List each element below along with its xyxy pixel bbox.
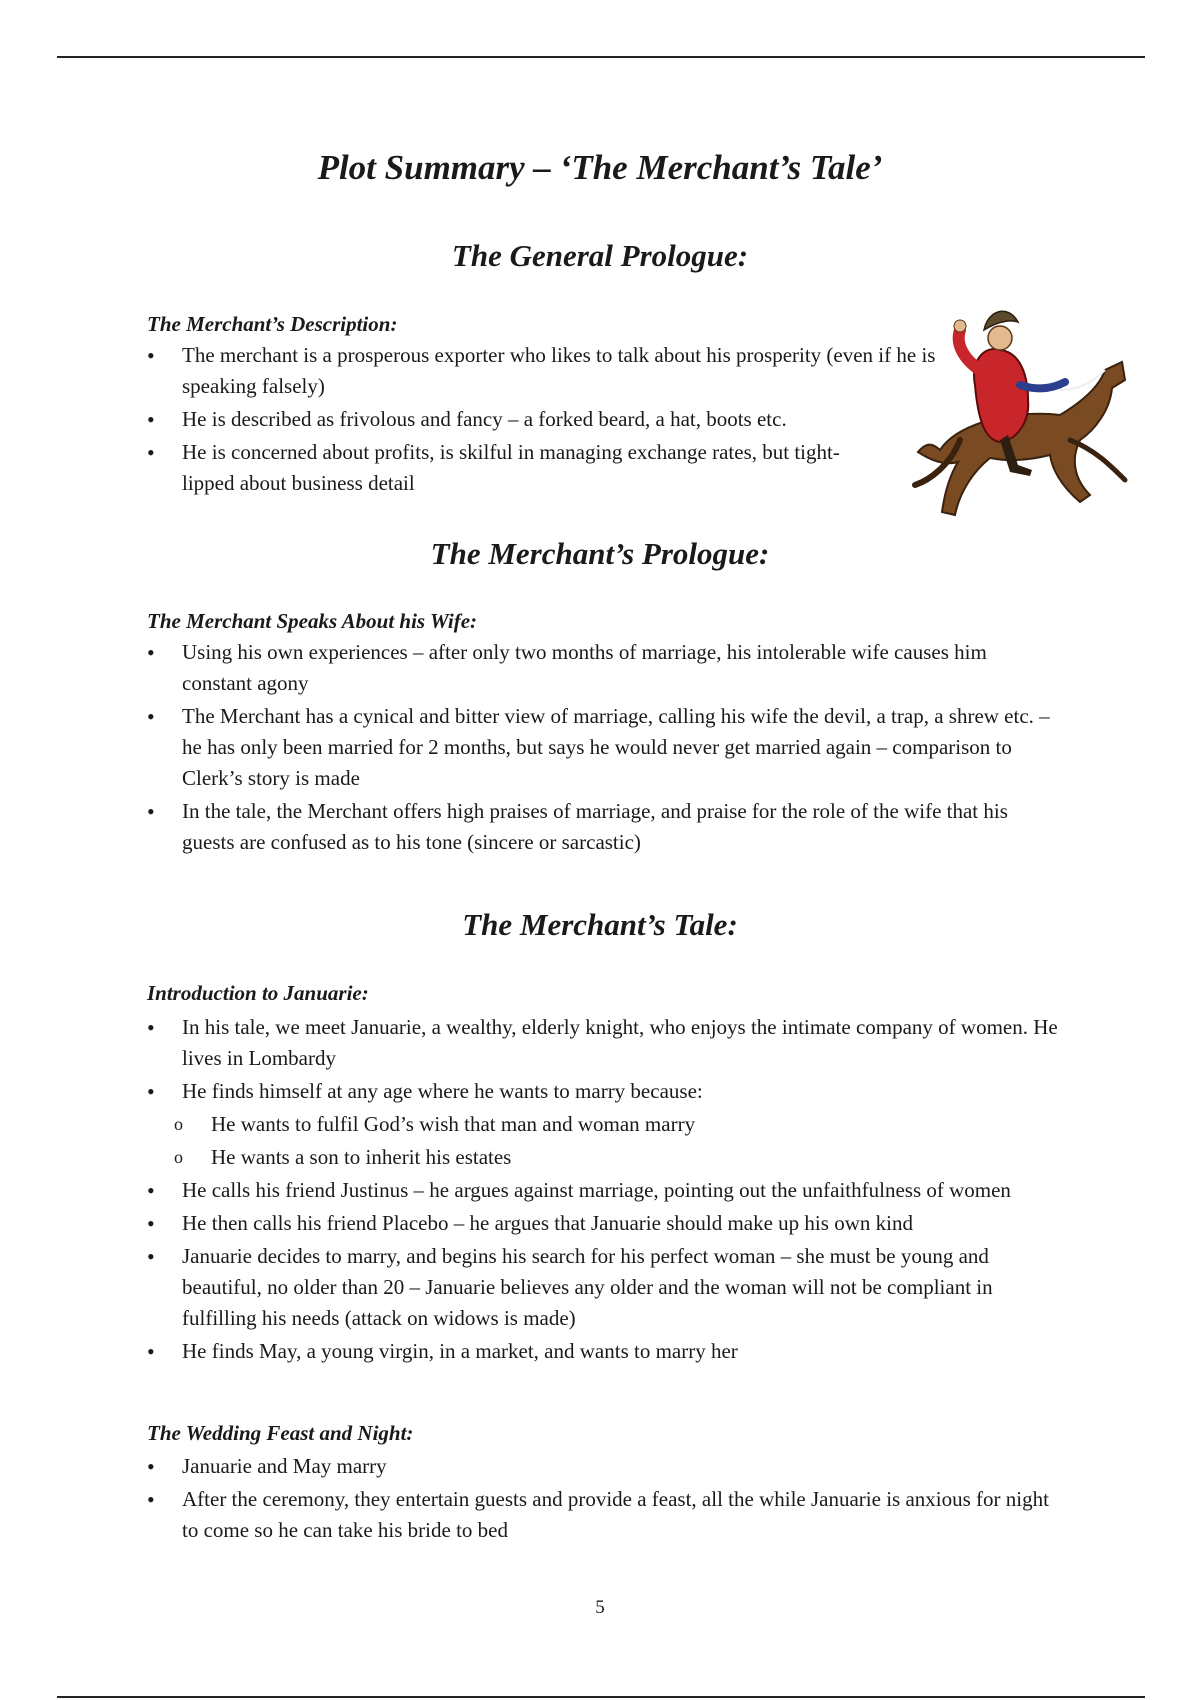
section-title-merchants-tale: The Merchant’s Tale: <box>462 907 738 942</box>
subheading-wedding-feast: The Wedding Feast and Night: <box>147 1421 414 1445</box>
list-item: • He is concerned about profits, is skilful in managing exchange rates, but tight-lipped about business detail <box>147 437 882 499</box>
merchant-description-list <box>147 340 957 501</box>
list-item: • Januarie decides to marry, and begins his search for his perfect woman – she must be young and beautiful, no older than 20 – Januarie believes any older and the woman will not be compliant in fulfilling his needs (attack on widows is made) <box>147 1241 1067 1334</box>
subheading-introduction-januarie: Introduction to Januarie: <box>147 981 369 1005</box>
merchant-wife-list <box>147 637 1052 860</box>
subheading-merchant-wife: The Merchant Speaks About his Wife: <box>147 609 478 633</box>
wedding-feast-list <box>147 1451 1067 1548</box>
sub-list-item: o He wants a son to inherit his estates <box>147 1142 1067 1173</box>
list-item: • He finds May, a young virgin, in a market, and wants to marry her <box>147 1336 1067 1367</box>
section-title-merchants-prologue: The Merchant’s Prologue: <box>430 536 770 571</box>
list-item: • He is described as frivolous and fancy – a forked beard, a hat, boots etc. <box>147 404 957 435</box>
merchant-on-horse-illustration <box>900 290 1130 520</box>
sub-list-item: o He wants to fulfil God’s wish that man and woman marry <box>147 1109 1067 1140</box>
page-number: 5 <box>595 1597 605 1618</box>
document-title: Plot Summary – ‘The Merchant’s Tale’ <box>317 148 883 187</box>
list-item: • Januarie and May marry <box>147 1451 1067 1482</box>
list-item: • The merchant is a prosperous exporter who likes to talk about his prosperity (even if he is speaking falsely) <box>147 340 957 402</box>
list-item: • After the ceremony, they entertain guests and provide a feast, all the while Januarie is anxious for night to come so he can take his bride to bed <box>147 1484 1067 1546</box>
list-item: • He calls his friend Justinus – he argues against marriage, pointing out the unfaithfulness of women <box>147 1175 1067 1206</box>
januarie-introduction-list <box>147 1012 1067 1369</box>
top-rule <box>57 56 1145 58</box>
subheading-merchant-description: The Merchant’s Description: <box>147 312 398 336</box>
section-title-general-prologue: The General Prologue: <box>451 238 749 273</box>
list-item: • Using his own experiences – after only two months of marriage, his intolerable wife causes him constant agony <box>147 637 1052 699</box>
list-item: • The Merchant has a cynical and bitter view of marriage, calling his wife the devil, a trap, a shrew etc. – he has only been married for 2 months, but says he would never get married again – comparison to Clerk’s story is made <box>147 701 1052 794</box>
list-item: • He then calls his friend Placebo – he argues that Januarie should make up his own kind <box>147 1208 1067 1239</box>
list-item: • In his tale, we meet Januarie, a wealthy, elderly knight, who enjoys the intimate company of women. He lives in Lombardy <box>147 1012 1067 1074</box>
list-item: • In the tale, the Merchant offers high praises of marriage, and praise for the role of the wife that his guests are confused as to his tone (sincere or sarcastic) <box>147 796 1052 858</box>
bottom-rule <box>57 1696 1145 1698</box>
list-item: • He finds himself at any age where he wants to marry because: <box>147 1076 1067 1107</box>
